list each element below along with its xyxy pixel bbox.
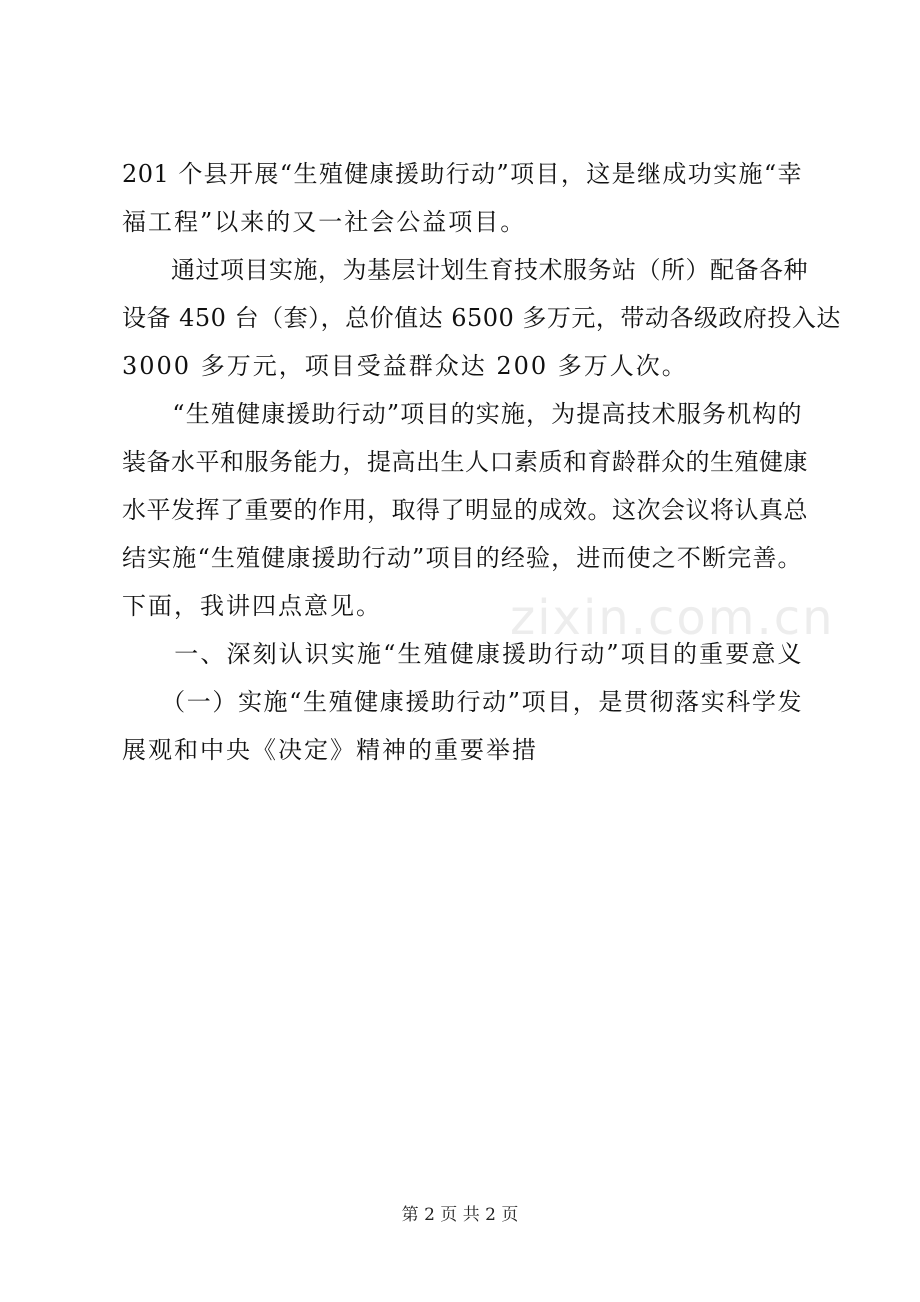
text-line: 通过项目实施，为基层计划生育技术服务站（所）配备各种 bbox=[122, 256, 808, 284]
section-heading: 一、深刻认识实施“生殖健康援助行动”项目的重要意义 bbox=[122, 640, 802, 668]
text-line: 水平发挥了重要的作用，取得了明显的成效。这次会议将认真总 bbox=[122, 496, 808, 524]
text-line: 装备水平和服务能力，提高出生人口素质和育龄群众的生殖健康 bbox=[122, 448, 808, 476]
text-line: 福工程”以来的又一社会公益项目。 bbox=[122, 208, 527, 236]
text-line: 结实施“生殖健康援助行动”项目的经验，进而使之不断完善。 bbox=[122, 544, 802, 572]
text-line: 展观和中央《决定》精神的重要举措 bbox=[122, 736, 538, 764]
document-body bbox=[122, 150, 841, 774]
text-line: 201 个县开展“生殖健康援助行动”项目，这是继成功实施“幸 bbox=[122, 160, 802, 188]
watermark: zixin.com.cn bbox=[510, 590, 835, 646]
page-footer: 第 2 页 共 2 页 bbox=[401, 1205, 519, 1225]
text-line: 3000 多万元，项目受益群众达 200 多万人次。 bbox=[122, 352, 688, 380]
text-line: 下面，我讲四点意见。 bbox=[122, 592, 382, 620]
text-line: （一）实施“生殖健康援助行动”项目，是贯彻落实科学发 bbox=[122, 688, 802, 716]
text-line: “生殖健康援助行动”项目的实施，为提高技术服务机构的 bbox=[122, 400, 802, 428]
text-line: 设备 450 台（套），总价值达 6500 多万元，带动各级政府投入达 bbox=[122, 304, 841, 332]
